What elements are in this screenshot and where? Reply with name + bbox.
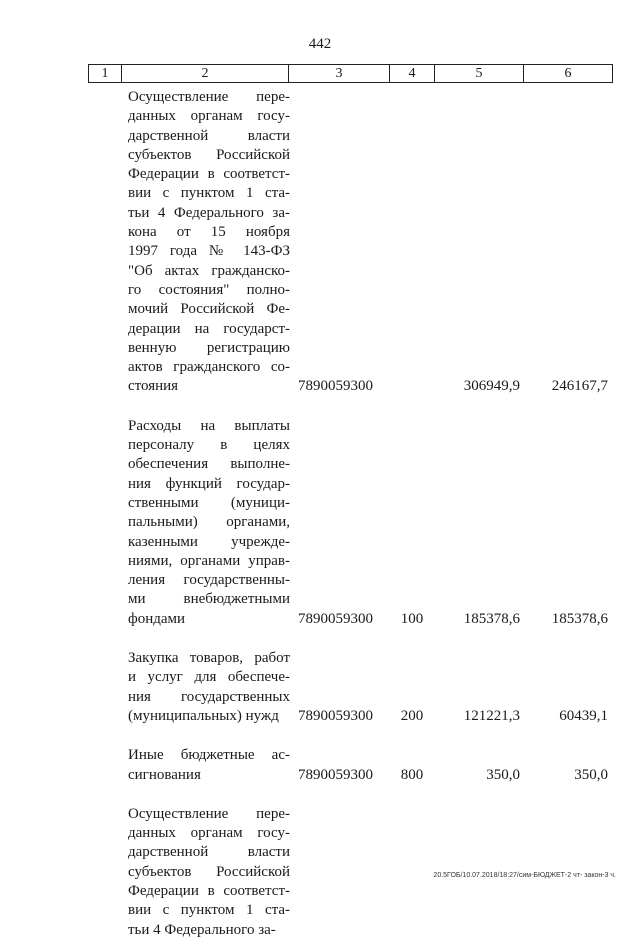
row-amount-year-1: 306949,9 — [463, 378, 520, 395]
header-col-6: 6 — [524, 65, 613, 83]
description-line: Иные бюджетные ас- — [128, 747, 290, 764]
row-amount-year-2: 350,0 — [574, 766, 608, 783]
description-line: ния функций государ- — [128, 475, 290, 492]
row-amount-year-1 — [434, 785, 522, 940]
description-line: (муниципальных) нужд — [128, 707, 279, 724]
description-line: ниями, органами управ- — [128, 552, 290, 569]
description-line: мочий Российской Фе- — [128, 301, 290, 318]
row-target-code: 7890059300 — [298, 610, 373, 627]
description-line: казенными учрежде- — [128, 533, 290, 550]
description-line: венную регистрацию — [128, 339, 290, 356]
header-col-1: 1 — [89, 65, 122, 83]
row-description — [88, 88, 290, 397]
description-line: и услуг для обеспече- — [128, 669, 290, 686]
description-line: дерации на государст- — [128, 320, 290, 337]
description-line: дарственной власти — [128, 844, 290, 861]
row-amount-year-2 — [522, 785, 610, 940]
description-line: дарственной власти — [128, 127, 290, 144]
description-line: Осуществление пере- — [128, 805, 290, 822]
row-target-code: 7890059300 — [298, 378, 373, 395]
row-amount-year-1: 121221,3 — [463, 707, 520, 724]
row-expense-type: 800 — [400, 766, 424, 783]
description-line: персоналу в целях — [128, 437, 290, 454]
description-line: ми внебюджетными — [128, 591, 290, 608]
row-expense-type: 100 — [400, 610, 424, 627]
budget-table-body — [88, 88, 610, 940]
description-line: ния государственных — [128, 688, 290, 705]
description-line: данных органам госу- — [128, 108, 290, 125]
row-target-code — [290, 785, 390, 940]
row-amount-year-1: 350,0 — [486, 766, 520, 783]
header-col-3: 3 — [289, 65, 390, 83]
description-line: субъектов Российской — [128, 146, 290, 163]
row-expense-type — [390, 785, 434, 940]
row-expense-type — [390, 88, 434, 397]
table-row — [88, 397, 610, 629]
header-row — [89, 65, 613, 83]
row-description — [88, 397, 290, 629]
row-description — [88, 785, 290, 940]
description-line: актов гражданского со- — [128, 359, 290, 376]
description-line: данных органам госу- — [128, 825, 290, 842]
row-expense-type: 200 — [400, 707, 424, 724]
row-amount-year-2: 185378,6 — [551, 610, 608, 627]
column-number-header — [88, 64, 613, 83]
table-row — [88, 726, 610, 785]
table-row — [88, 785, 610, 940]
table-row — [88, 629, 610, 726]
description-line: пальными) органами, — [128, 514, 290, 531]
row-target-code: 7890059300 — [298, 707, 373, 724]
row-amount-year-1: 185378,6 — [463, 610, 520, 627]
description-line: вии с пунктом 1 ста- — [128, 185, 290, 202]
description-line: стояния — [128, 378, 179, 395]
description-line: 1997 года № 143-ФЗ — [128, 243, 290, 260]
table-row — [88, 88, 610, 397]
description-line: субъектов Российской — [128, 863, 290, 880]
row-target-code: 7890059300 — [298, 766, 373, 783]
description-line: фондами — [128, 610, 186, 627]
row-amount-year-2: 60439,1 — [559, 707, 608, 724]
description-line: сигнования — [128, 766, 201, 783]
description-line: вии с пунктом 1 ста- — [128, 902, 290, 919]
header-col-4: 4 — [390, 65, 435, 83]
description-line: "Об актах гражданско- — [128, 262, 290, 279]
description-line: го состояния" полно- — [128, 281, 290, 298]
row-description — [88, 629, 290, 726]
description-line: Закупка товаров, работ — [128, 650, 290, 667]
description-line: тьи 4 Федерального за- — [128, 204, 290, 221]
row-description — [88, 726, 290, 785]
row-amount-year-2: 246167,7 — [551, 378, 608, 395]
description-line: Осуществление пере- — [128, 89, 290, 105]
description-line: Федерации в соответст- — [128, 882, 290, 899]
description-line: Расходы на выплаты — [128, 417, 290, 434]
description-line: тьи 4 Федерального за- — [128, 921, 276, 938]
description-line: Федерации в соответст- — [128, 166, 290, 183]
page-number: 442 — [308, 36, 332, 52]
description-line: ления государственны- — [128, 572, 290, 589]
header-col-2: 2 — [122, 65, 289, 83]
description-line: кона от 15 ноября — [128, 224, 290, 241]
footer-stamp: 20.5ГОБ/10.07.2018/18:27/сим-БЮДЖЕТ-2 чт- закон-3 ч. — [433, 872, 616, 879]
header-col-5: 5 — [435, 65, 524, 83]
description-line: ственными (муници- — [128, 494, 290, 511]
description-line: обеспечения выполне- — [128, 456, 290, 473]
